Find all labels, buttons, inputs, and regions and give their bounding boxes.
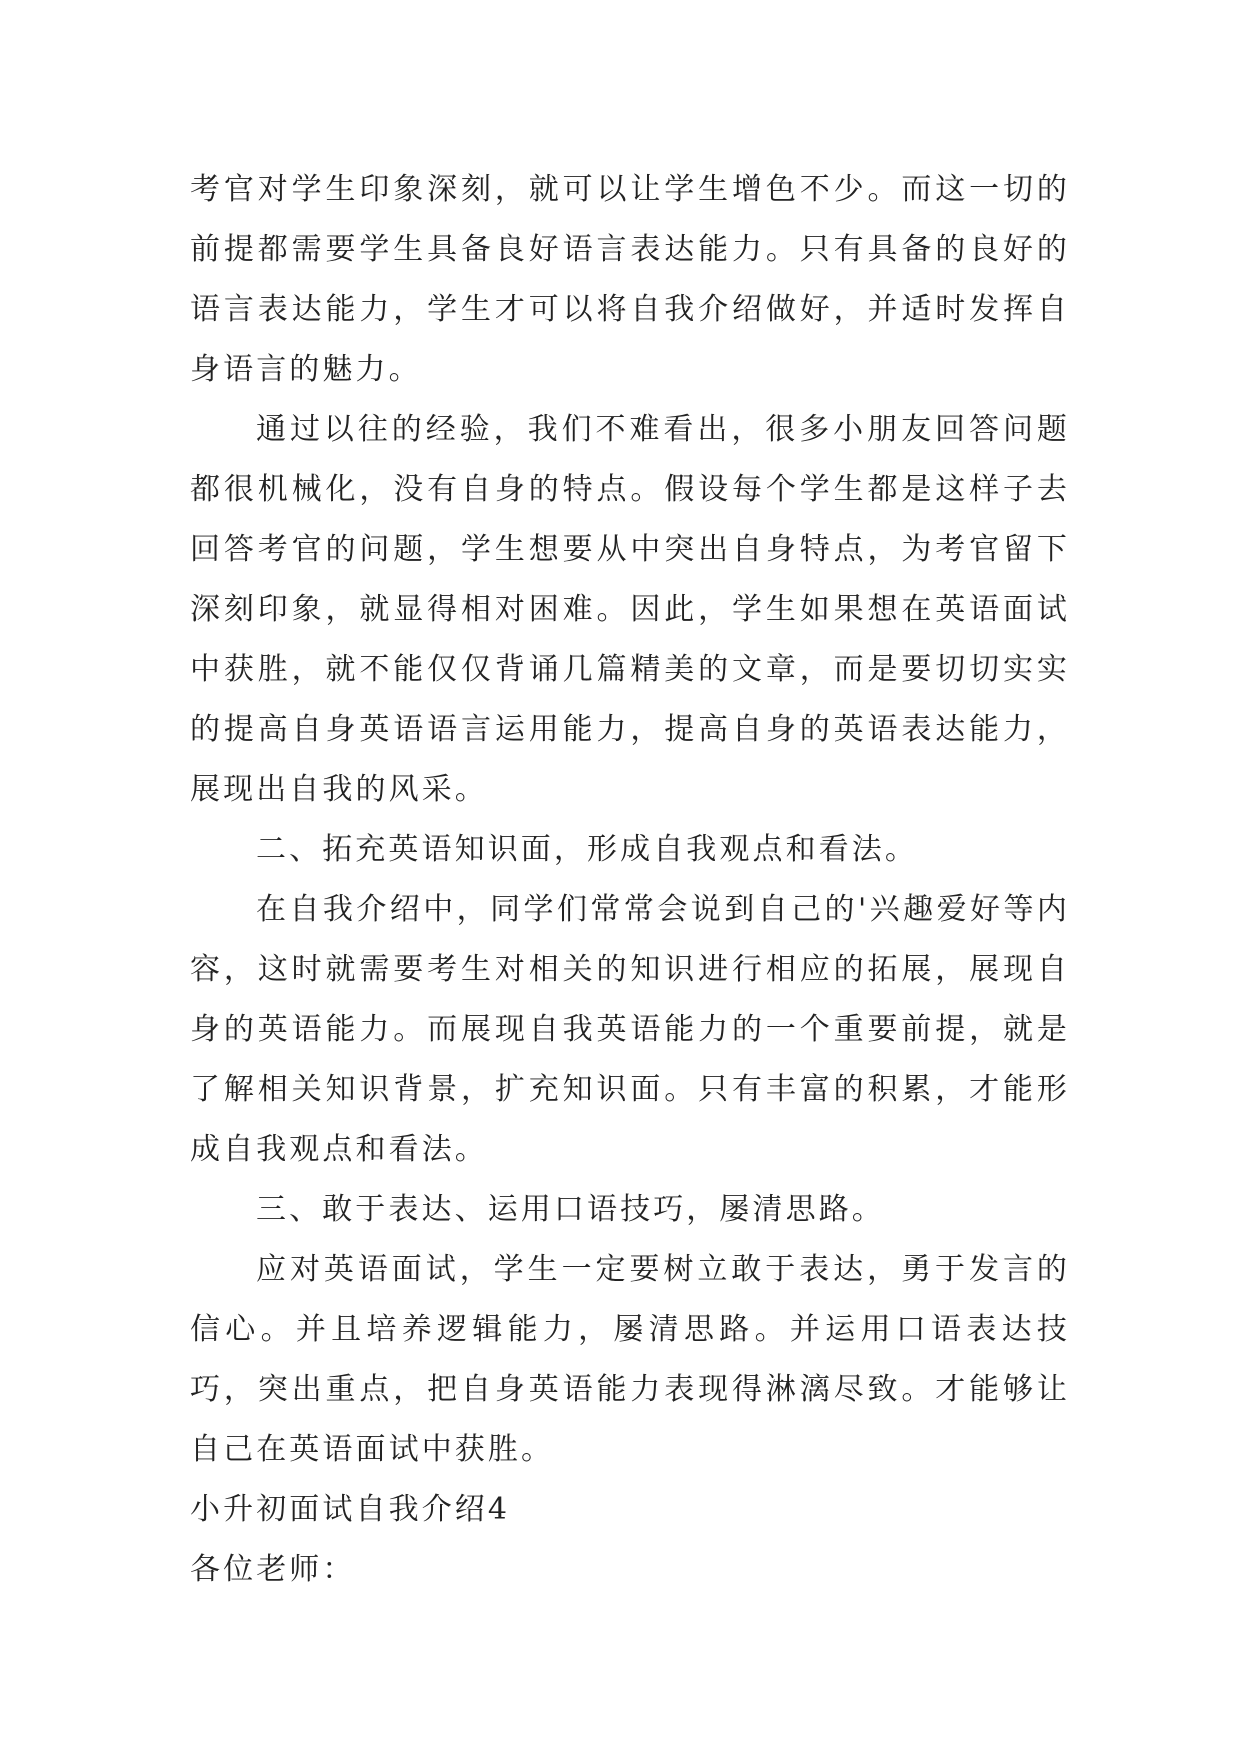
document-body [190, 160, 1070, 1600]
paragraph: 通过以往的经验，我们不难看出，很多小朋友回答问题都很机械化，没有自身的特点。假设每个学生都是这样子去回答考官的问题，学生想要从中突出自身特点，为考官留下深刻印象，就显得相对困难。因此，学生如果想在英语面试中获胜，就不能仅仅背诵几篇精美的文章，而是要切切实实的提高自身英语语言运用能力，提高自身的英语表达能力，展现出自我的风采。 [190, 412, 1070, 807]
paragraph: 在自我介绍中，同学们常常会说到自己的'兴趣爱好等内容，这时就需要考生对相关的知识进行相应的拓展，展现自身的英语能力。而展现自我英语能力的一个重要前提，就是了解相关知识背景，扩充知识面。只有丰富的积累，才能形成自我观点和看法。 [190, 892, 1070, 1167]
paragraph: 应对英语面试，学生一定要树立敢于表达，勇于发言的信心。并且培养逻辑能力，屡清思路。并运用口语表达技巧，突出重点，把自身英语能力表现得淋漓尽致。才能够让自己在英语面试中获胜。 [190, 1252, 1070, 1467]
salutation: 各位老师： [190, 1552, 356, 1587]
paragraph: 考官对学生印象深刻，就可以让学生增色不少。而这一切的前提都需要学生具备良好语言表达能力。只有具备的良好的语言表达能力，学生才可以将自我介绍做好，并适时发挥自身语言的魅力。 [190, 172, 1070, 387]
section-title: 小升初面试自我介绍4 [190, 1492, 511, 1527]
section-heading: 二、拓充英语知识面，形成自我观点和看法。 [256, 832, 918, 867]
section-heading: 三、敢于表达、运用口语技巧，屡清思路。 [256, 1192, 885, 1227]
